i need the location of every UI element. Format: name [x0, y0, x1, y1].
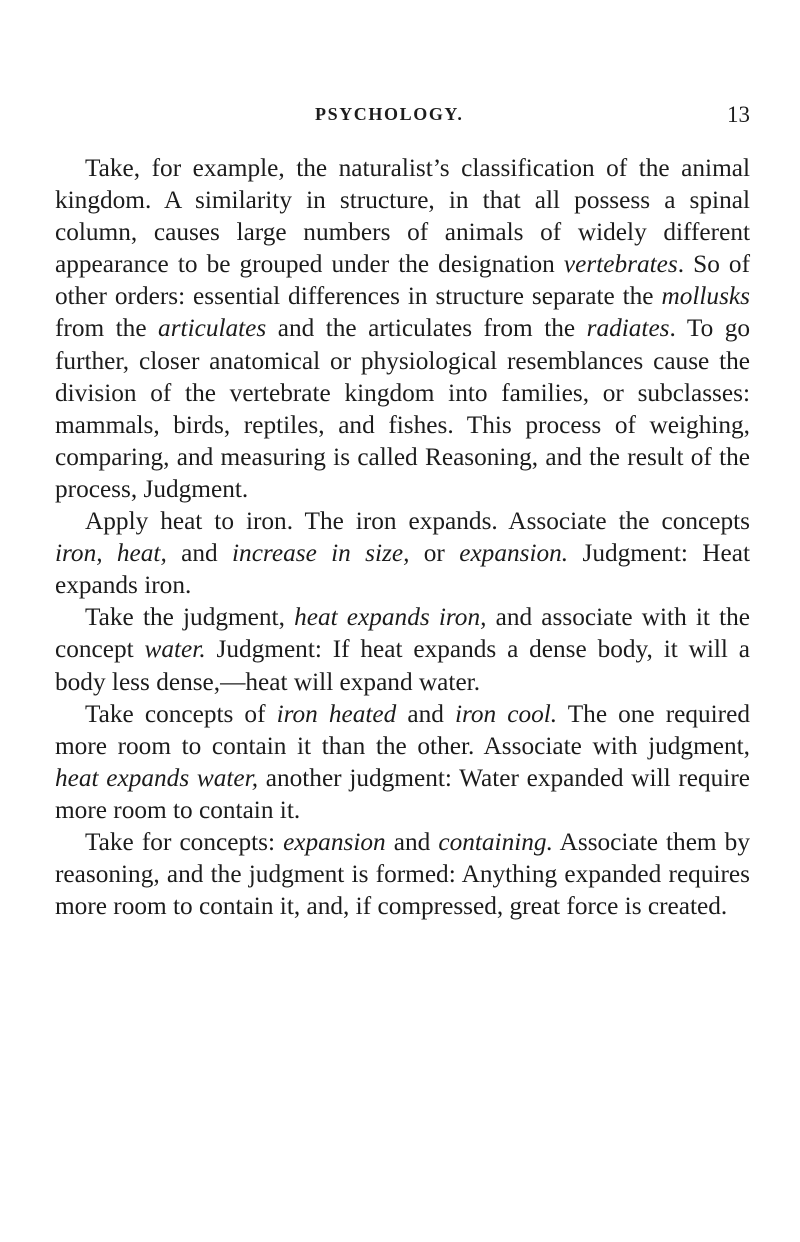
running-title: PSYCHOLOGY. — [315, 104, 464, 124]
text-segment: Associate them by reasoning, and the judgment is formed: Anything expanded requires more room to contain it, and, if compressed, great force is created. — [55, 827, 750, 921]
text-segment: . So of other orders: essential differences in structure separate the — [55, 250, 750, 311]
text-segment: and associate with it the concept — [55, 603, 751, 664]
text-segment: The one required more room to contain it than the other. Associate with judgment, — [55, 699, 750, 760]
italic-term: expansion — [283, 827, 386, 856]
italic-term: iron heated — [276, 699, 397, 728]
italic-term: heat expands water, — [55, 763, 259, 792]
text-segment: and — [166, 539, 233, 568]
italic-term: water. — [144, 635, 206, 664]
paragraph — [55, 152, 750, 505]
text-segment: another judgment: Water expanded will require more room to contain it. — [55, 763, 750, 824]
italic-term: iron cool. — [454, 699, 558, 728]
italic-term: mollusks — [661, 282, 750, 311]
text-segment: and — [396, 699, 455, 728]
paragraph — [55, 505, 750, 601]
text-segment: Take concepts of — [85, 699, 277, 728]
paragraph — [55, 601, 750, 697]
text-segment: from the — [55, 314, 159, 343]
text-segment: . To go further, closer anatomical or physiological resemblances cause the division of the vertebrate kingdom into families, or subclasses: mammals, birds, reptiles, and fishes. This process of weighing, comparing, and measuring is called Reasoning, and the result of the process, Judgment. — [55, 314, 750, 503]
italic-term: increase in size, — [232, 539, 410, 568]
italic-term: articulates — [158, 314, 267, 343]
italic-term: vertebrates — [563, 250, 678, 279]
paragraph — [55, 826, 750, 922]
text-segment: Take the judgment, — [85, 603, 295, 632]
text-segment: and — [385, 827, 439, 856]
italic-term: expansion. — [459, 539, 569, 568]
text-segment: Judgment: If heat expands a dense body, it will a body less dense,—heat will expand water. — [55, 635, 750, 696]
text-segment: Take for concepts: — [85, 827, 284, 856]
page-number: 13 — [727, 102, 750, 127]
running-head — [55, 104, 750, 134]
text-segment: Take, for example, the naturalist’s classification of the animal kingdom. A similarity in structure, in that all possess a spinal column, causes large numbers of animals of widely different appearance to be grouped under the designation — [55, 154, 750, 279]
text-segment: and the articulates from the — [266, 314, 587, 343]
text-segment: or — [409, 539, 460, 568]
italic-term: heat expands iron, — [294, 603, 487, 632]
italic-term: containing. — [438, 827, 553, 856]
text-segment: Judgment: Heat expands iron. — [55, 539, 750, 600]
body-text — [55, 152, 750, 922]
paragraph — [55, 698, 750, 826]
text-segment: Apply heat to iron. The iron expands. Associate the concepts — [85, 507, 750, 536]
italic-term: iron, heat, — [55, 539, 167, 568]
italic-term: radiates — [586, 314, 670, 343]
